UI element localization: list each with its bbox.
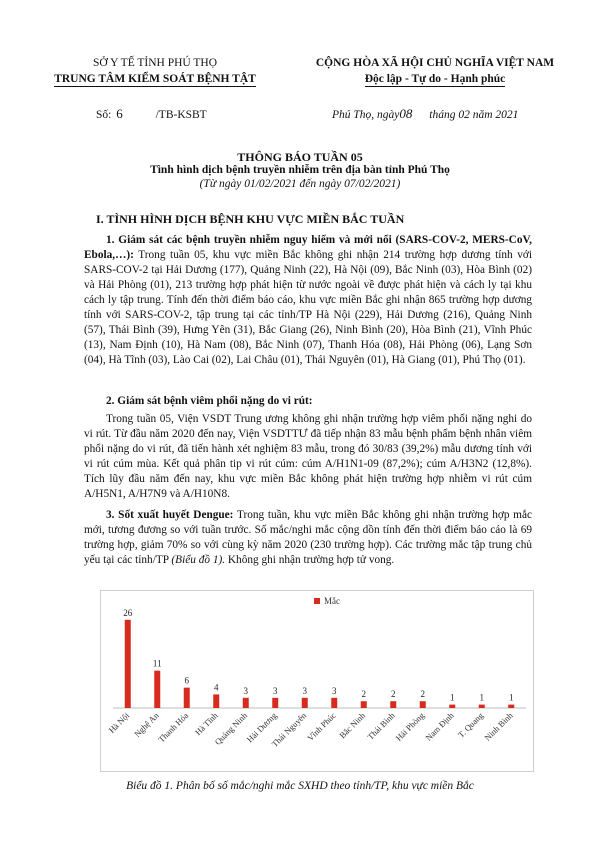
item-1-paragraph bbox=[84, 233, 532, 368]
category-label-12: Nam Định bbox=[423, 710, 456, 743]
nation-line-2: Độc lập - Tự do - Hạnh phúc bbox=[364, 73, 506, 85]
item-1-text: Trong tuần 05, khu vực miền Bắc không ghi nhận 214 trường hợp dương tính với SARS-COV-2 tại Hải Dương (177), Quảng Ninh (22), Hà Nội (09), Bắc Ninh (03), Hòa Bình (02) và Hải Phòng (01), 213 trường hợp phát hiện từ nước ngoài về được phát hiện và cách ly tại khu cách ly tập trung. Tính đến thời điểm báo cáo, khu vực miền Bắc ghi nhận 865 trường hợp dương tính với SARS-COV-2, tập trung tại các tỉnh/TP Hà Nội (229), Hải Dương (216), Quảng Ninh (57), Thái Bình (39), Hưng Yên (31), Bắc Giang (26), Ninh Bình (20), Hòa Bình (21), Vĩnh Phúc (13), Nam Định (10), Hà Nam (08), Bắc Ninh (07), Thanh Hóa (08), Hải Phòng (06), Lạng Sơn (04), Hà Tĩnh (03), Lào Cai (02), Lai Châu (01), Thái Nguyên (01), Hà Giang (01), Phú Thọ (01). bbox=[84, 249, 532, 366]
category-label-2: Nghệ An bbox=[132, 710, 161, 739]
dengue-bar-chart-svg bbox=[101, 591, 533, 771]
item-1-heading: 1. Giám sát các bệnh truyền nhiễm nguy hiểm và mới nổi (SARS-COV-2, MERS-CoV, Ebola,…): bbox=[84, 234, 532, 261]
doc-code: /TB-KSBT bbox=[155, 109, 207, 121]
bar-1 bbox=[125, 620, 131, 708]
section-1-heading: I. TÌNH HÌNH DỊCH BỆNH KHU VỰC MIỀN BẮC TUẦN bbox=[96, 212, 405, 226]
place-and-date: Phú Thọ, ngày08 tháng 02 năm 2021 bbox=[332, 106, 519, 121]
category-label-3: Thanh Hóa bbox=[156, 710, 191, 745]
doc-number-value: 6 bbox=[116, 106, 123, 121]
category-label-7: Thái Nguyên bbox=[269, 710, 309, 749]
data-label-14: 1 bbox=[509, 692, 514, 703]
data-label-2: 11 bbox=[152, 658, 162, 669]
category-label-8: Vĩnh Phúc bbox=[305, 710, 338, 743]
data-label-4: 4 bbox=[214, 682, 219, 693]
nation-line-1: CỘNG HÒA XÃ HỘI CHỦ NGHĨA VIỆT NAM bbox=[315, 57, 555, 69]
notice-subtitle: Tình hình dịch bệnh truyền nhiễm trên địa bàn tỉnh Phú Thọ bbox=[150, 164, 450, 176]
data-label-5: 3 bbox=[243, 685, 248, 696]
legend-label: Mắc bbox=[324, 596, 340, 606]
category-label-14: Ninh Bình bbox=[482, 710, 515, 743]
item-3-text-a: Trong tuần, khu vực miền Bắc không ghi nhận trường hợp mắc mới, tương đương so với tuần trước. Số mắc/nghi mắc cộng dồn tính đến thời điểm báo cáo là 69 trường hợp, giảm 70% so với cùng kỳ năm 2020 (230 trường hợp). Các trường mắc tập trung chủ yếu tại các tỉnh/TP bbox=[84, 509, 532, 566]
category-label-13: T. Quang bbox=[455, 710, 486, 740]
bar-13 bbox=[479, 705, 485, 708]
date-day: 08 bbox=[399, 106, 413, 121]
data-label-7: 3 bbox=[302, 685, 307, 696]
bar-2 bbox=[154, 671, 160, 708]
data-label-9: 2 bbox=[361, 689, 366, 700]
document-number: Số: 6 /TB-KSBT bbox=[96, 106, 207, 121]
data-label-8: 3 bbox=[332, 685, 337, 696]
category-label-5: Quảng Ninh bbox=[212, 710, 250, 747]
bar-12 bbox=[449, 705, 455, 708]
legend-swatch bbox=[314, 598, 320, 604]
bar-10 bbox=[390, 701, 396, 708]
data-label-1: 26 bbox=[123, 607, 133, 618]
bar-4 bbox=[213, 694, 219, 708]
bar-9 bbox=[361, 701, 367, 708]
data-label-11: 2 bbox=[420, 689, 425, 700]
bar-6 bbox=[272, 698, 278, 708]
bar-8 bbox=[331, 698, 337, 708]
national-motto bbox=[290, 55, 580, 87]
category-label-11: Hải Phòng bbox=[393, 710, 427, 743]
issuing-organization bbox=[40, 55, 270, 87]
bar-5 bbox=[243, 698, 249, 708]
data-label-6: 3 bbox=[273, 685, 278, 696]
category-label-10: Thái Bình bbox=[365, 710, 397, 742]
category-label-1: Hà Nội bbox=[106, 710, 132, 735]
item-2-paragraph bbox=[84, 412, 532, 502]
item-3-paragraph bbox=[84, 508, 532, 568]
data-label-13: 1 bbox=[479, 692, 484, 703]
notice-date-range: (Từ ngày 01/02/2021 đến ngày 07/02/2021) bbox=[199, 178, 401, 190]
item-2-heading: 2. Giám sát bệnh viêm phổi nặng do vi rút: bbox=[106, 395, 313, 407]
category-label-4: Hà Tĩnh bbox=[192, 710, 220, 738]
item-3-chart-ref: (Biểu đồ 1). bbox=[171, 554, 226, 566]
data-label-12: 1 bbox=[450, 692, 455, 703]
data-label-3: 6 bbox=[184, 675, 189, 686]
item-3-text-b: Không ghi nhận trường hợp tử vong. bbox=[225, 554, 395, 566]
notice-title: THÔNG BÁO TUẦN 05 bbox=[237, 150, 363, 164]
chart-caption: Biểu đồ 1. Phân bố số mắc/nghi mắc SXHD theo tỉnh/TP, khu vực miền Bắc bbox=[126, 780, 474, 792]
category-label-6: Hải Dương bbox=[244, 710, 279, 745]
item-2-text: Trong tuần 05, Viện VSDT Trung ương không ghi nhận trường hợp viêm phổi nặng nghi do vi rút. Từ đầu năm 2020 đến nay, Viện VSDTTƯ đã tiếp nhận 83 mẫu bệnh phẩm bệnh nhân viêm phổi nặng do vi rút, đã tiến hành xét nghiệm 83 mẫu, trong đó 30/83 (39,2%) mẫu dương tính với vi rút cúm mùa. Kết quả phân tip vi rút cúm: cúm A/H1N1-09 (87,2%); cúm A/H3N2 (12,8%). Tích lũy đầu năm đến nay, khu vực miền Bắc không phát hiện trường hợp nhiễm vi rút cúm A/H5N1, A/H7N9 và A/H10N8. bbox=[84, 413, 532, 500]
bar-3 bbox=[184, 688, 190, 708]
bar-11 bbox=[420, 701, 426, 708]
org-line-1: SỞ Y TẾ TỈNH PHÚ THỌ bbox=[92, 57, 218, 69]
category-label-9: Bắc Ninh bbox=[337, 710, 368, 741]
bar-7 bbox=[302, 698, 308, 708]
data-label-10: 2 bbox=[391, 689, 396, 700]
bar-14 bbox=[508, 705, 514, 708]
item-3-heading: 3. Sốt xuất huyết Dengue: bbox=[106, 509, 234, 521]
dengue-chart bbox=[100, 590, 534, 772]
item-2-heading-line bbox=[84, 394, 532, 409]
org-line-2: TRUNG TÂM KIỂM SOÁT BỆNH TẬT bbox=[54, 73, 256, 85]
